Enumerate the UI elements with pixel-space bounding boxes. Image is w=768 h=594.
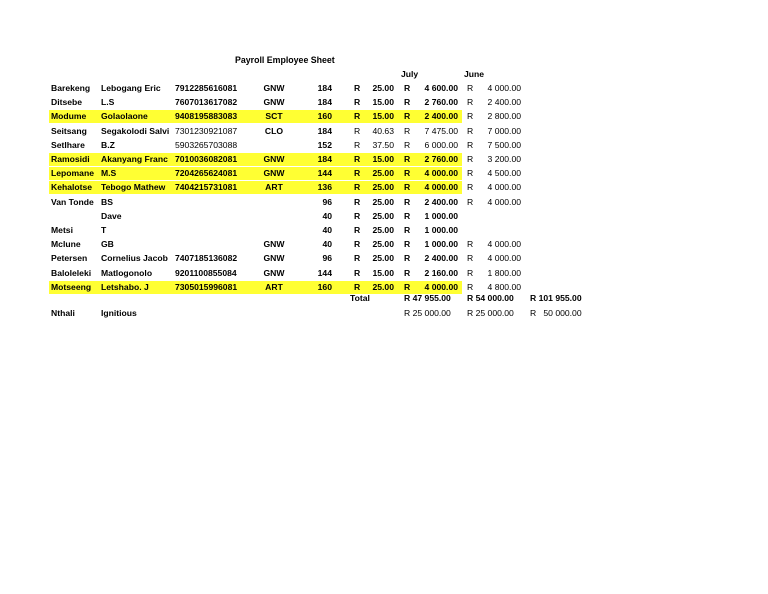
- cell-id-number: 7607013617082: [175, 97, 238, 108]
- cell-grade: GNW: [263, 267, 285, 278]
- cell-surname: Motseeng: [51, 281, 92, 292]
- extra-surname: Nthali: [51, 308, 75, 318]
- cell-id-number: 7407185136082: [175, 253, 238, 264]
- cell-first-name: Dave: [101, 210, 122, 221]
- cell-july-currency: R: [404, 125, 411, 136]
- table-row: [0, 267, 768, 281]
- table-row: [0, 82, 768, 96]
- cell-rate-currency: R: [354, 83, 361, 93]
- cell-rate: 25.00: [372, 196, 394, 207]
- cell-id-number: 7404215731081: [175, 182, 238, 193]
- cell-first-name: Akanyang Franc: [101, 154, 168, 164]
- cell-hours: 184: [317, 83, 332, 93]
- cell-surname: Barekeng: [51, 83, 91, 93]
- cell-july-currency: R: [404, 210, 411, 221]
- cell-june: 4 500.00: [487, 168, 521, 179]
- cell-surname: Ditsebe: [51, 97, 83, 108]
- cell-surname: Lepomane: [51, 168, 94, 179]
- cell-rate: 15.00: [372, 154, 394, 164]
- cell-first-name: Tebogo Mathew: [101, 182, 166, 193]
- cell-rate: 25.00: [372, 239, 394, 250]
- cell-grade: GNW: [263, 168, 285, 179]
- cell-rate: 25.00: [372, 281, 394, 292]
- cell-july-currency: R: [404, 196, 411, 207]
- cell-july: 2 760.00: [424, 97, 458, 108]
- cell-july: 7 475.00: [424, 125, 458, 136]
- cell-rate: 15.00: [372, 267, 394, 278]
- cell-hours: 184: [317, 125, 332, 136]
- cell-first-name: Segakolodi Salvi: [101, 125, 170, 136]
- cell-july-currency: R: [404, 281, 411, 292]
- cell-hours: 160: [317, 281, 332, 292]
- cell-june-currency: R: [467, 182, 474, 193]
- cell-hours: 40: [322, 210, 332, 221]
- cell-grade: GNW: [263, 97, 285, 108]
- cell-grade: GNW: [263, 83, 285, 93]
- cell-surname: Mclune: [51, 239, 81, 250]
- cell-rate: 25.00: [372, 182, 394, 193]
- cell-surname: Modume: [51, 111, 87, 122]
- cell-hours: 152: [317, 139, 332, 150]
- cell-july-currency: R: [404, 253, 411, 264]
- cell-hours: 96: [322, 196, 332, 207]
- header-june: June: [464, 69, 485, 79]
- cell-id-number: 7912285616081: [175, 83, 238, 93]
- extra-july: R 25 000.00: [404, 308, 451, 318]
- table-row: [0, 224, 768, 238]
- cell-first-name: Golaolaone: [101, 111, 148, 122]
- cell-hours: 184: [317, 97, 332, 108]
- cell-hours: 144: [317, 168, 332, 179]
- cell-rate-currency: R: [354, 267, 361, 278]
- cell-june-currency: R: [467, 97, 474, 108]
- cell-july: 2 400.00: [424, 253, 458, 264]
- cell-june-currency: R: [467, 139, 474, 150]
- cell-first-name: GB: [101, 239, 114, 250]
- cell-rate: 15.00: [372, 97, 394, 108]
- cell-hours: 40: [322, 225, 332, 235]
- table-row: [0, 110, 768, 124]
- cell-grade: GNW: [263, 253, 285, 264]
- cell-june: 7 000.00: [487, 125, 521, 136]
- cell-june: 4 000.00: [487, 253, 521, 264]
- cell-rate-currency: R: [354, 182, 361, 193]
- cell-june: 3 200.00: [487, 154, 521, 164]
- cell-grade: GNW: [263, 154, 285, 164]
- cell-july-currency: R: [404, 97, 411, 108]
- cell-rate-currency: R: [354, 139, 361, 150]
- cell-june: 2 400.00: [487, 97, 521, 108]
- cell-july: 2 400.00: [424, 111, 458, 122]
- cell-july-currency: R: [404, 83, 411, 93]
- table-row: [0, 238, 768, 252]
- cell-surname: Ramosidi: [51, 154, 90, 164]
- cell-july-currency: R: [404, 225, 411, 235]
- cell-july: 1 000.00: [424, 210, 458, 221]
- cell-grade: ART: [265, 281, 283, 292]
- cell-id-number: 7010036082081: [175, 154, 238, 164]
- cell-july: 2 160.00: [424, 267, 458, 278]
- cell-first-name: Matlogonolo: [101, 267, 153, 278]
- table-row: [0, 196, 768, 210]
- cell-first-name: T: [101, 225, 107, 235]
- table-row: [0, 252, 768, 266]
- cell-first-name: M.S: [101, 168, 117, 179]
- cell-july: 4 600.00: [424, 83, 458, 93]
- table-row: [0, 281, 768, 295]
- cell-rate-currency: R: [354, 97, 361, 108]
- cell-july: 4 000.00: [424, 168, 458, 179]
- cell-june: 1 800.00: [487, 267, 521, 278]
- cell-rate-currency: R: [354, 225, 361, 235]
- table-row: [0, 139, 768, 153]
- table-row: [0, 210, 768, 224]
- cell-june-currency: R: [467, 239, 474, 250]
- cell-hours: 40: [322, 239, 332, 250]
- cell-hours: 96: [322, 253, 332, 264]
- cell-june: 4 000.00: [487, 83, 521, 93]
- cell-grade: GNW: [263, 239, 285, 250]
- cell-june: 2 800.00: [487, 111, 521, 122]
- cell-rate-currency: R: [354, 253, 361, 264]
- cell-first-name: Lebogang Eric: [101, 83, 161, 93]
- cell-grade: ART: [265, 182, 283, 193]
- cell-june-currency: R: [467, 196, 474, 207]
- cell-june: 7 500.00: [487, 139, 521, 150]
- cell-first-name: B.Z: [101, 139, 115, 150]
- cell-july-currency: R: [404, 267, 411, 278]
- cell-rate-currency: R: [354, 111, 361, 122]
- cell-june-currency: R: [467, 154, 474, 164]
- cell-first-name: Letshabo. J: [101, 281, 149, 292]
- cell-first-name: BS: [101, 196, 113, 207]
- cell-id-number: 9408195883083: [175, 111, 238, 122]
- cell-rate: 15.00: [372, 111, 394, 122]
- cell-hours: 136: [317, 182, 332, 193]
- cell-grade: CLO: [264, 125, 284, 136]
- cell-first-name: L.S: [101, 97, 115, 108]
- cell-rate: 25.00: [372, 83, 394, 93]
- cell-rate: 37.50: [372, 139, 394, 150]
- cell-id-number: 5903265703088: [175, 139, 238, 150]
- cell-july: 2 400.00: [424, 196, 458, 207]
- cell-june-currency: R: [467, 168, 474, 179]
- total-july: R 47 955.00: [404, 293, 451, 303]
- cell-rate: 40.63: [372, 125, 394, 136]
- cell-first-name: Cornelius Jacob: [101, 253, 168, 264]
- cell-surname: Seitsang: [51, 125, 87, 136]
- cell-rate-currency: R: [354, 154, 361, 164]
- cell-july-currency: R: [404, 168, 411, 179]
- cell-july: 1 000.00: [424, 225, 458, 235]
- cell-hours: 160: [317, 111, 332, 122]
- cell-id-number: 7305015996081: [175, 281, 238, 292]
- table-row: [0, 153, 768, 167]
- cell-id-number: 7301230921087: [175, 125, 238, 136]
- cell-june: 4 800.00: [487, 281, 521, 292]
- extra-first-name: Ignitious: [101, 308, 137, 318]
- cell-rate-currency: R: [354, 125, 361, 136]
- cell-july-currency: R: [404, 111, 411, 122]
- table-row: [0, 181, 768, 195]
- header-july: July: [401, 69, 419, 79]
- cell-rate: 25.00: [372, 225, 394, 235]
- cell-july: 4 000.00: [424, 182, 458, 193]
- cell-july: 1 000.00: [424, 239, 458, 250]
- cell-rate-currency: R: [354, 281, 361, 292]
- extra-june: R 25 000.00: [467, 308, 514, 318]
- cell-july: 2 760.00: [424, 154, 458, 164]
- sheet-title: Payroll Employee Sheet: [235, 55, 335, 65]
- cell-rate-currency: R: [354, 239, 361, 250]
- cell-july: 6 000.00: [424, 139, 458, 150]
- cell-june: 4 000.00: [487, 239, 521, 250]
- cell-june-currency: R: [467, 83, 474, 93]
- cell-surname: Kehalotse: [51, 182, 93, 193]
- cell-rate-currency: R: [354, 196, 361, 207]
- cell-surname: Baloleleki: [51, 267, 92, 278]
- total-label: Total: [350, 293, 370, 303]
- cell-june: 4 000.00: [487, 196, 521, 207]
- cell-july-currency: R: [404, 182, 411, 193]
- table-row: [0, 125, 768, 139]
- cell-june-currency: R: [467, 111, 474, 122]
- cell-rate: 25.00: [372, 253, 394, 264]
- cell-hours: 184: [317, 154, 332, 164]
- cell-id-number: 9201100855084: [175, 267, 237, 278]
- cell-grade: SCT: [265, 111, 283, 122]
- cell-june-currency: R: [467, 281, 474, 292]
- cell-july-currency: R: [404, 239, 411, 250]
- cell-rate-currency: R: [354, 168, 361, 179]
- cell-july: 4 000.00: [424, 281, 458, 292]
- table-row: [0, 167, 768, 181]
- cell-hours: 144: [317, 267, 332, 278]
- cell-rate-currency: R: [354, 210, 361, 221]
- table-row: [0, 96, 768, 110]
- cell-surname: Metsi: [51, 225, 73, 235]
- cell-june-currency: R: [467, 125, 474, 136]
- cell-surname: Petersen: [51, 253, 88, 264]
- cell-july-currency: R: [404, 154, 411, 164]
- cell-june: 4 000.00: [487, 182, 521, 193]
- total-grand: R 101 955.00: [530, 293, 582, 303]
- cell-rate: 25.00: [372, 210, 394, 221]
- cell-surname: Van Tonde: [51, 196, 94, 207]
- cell-july-currency: R: [404, 139, 411, 150]
- extra-total: R 50 000.00: [530, 308, 582, 318]
- total-june: R 54 000.00: [467, 293, 514, 303]
- cell-id-number: 7204265624081: [175, 168, 238, 179]
- cell-rate: 25.00: [372, 168, 394, 179]
- cell-june-currency: R: [467, 253, 474, 264]
- cell-surname: Setlhare: [51, 139, 85, 150]
- cell-june-currency: R: [467, 267, 474, 278]
